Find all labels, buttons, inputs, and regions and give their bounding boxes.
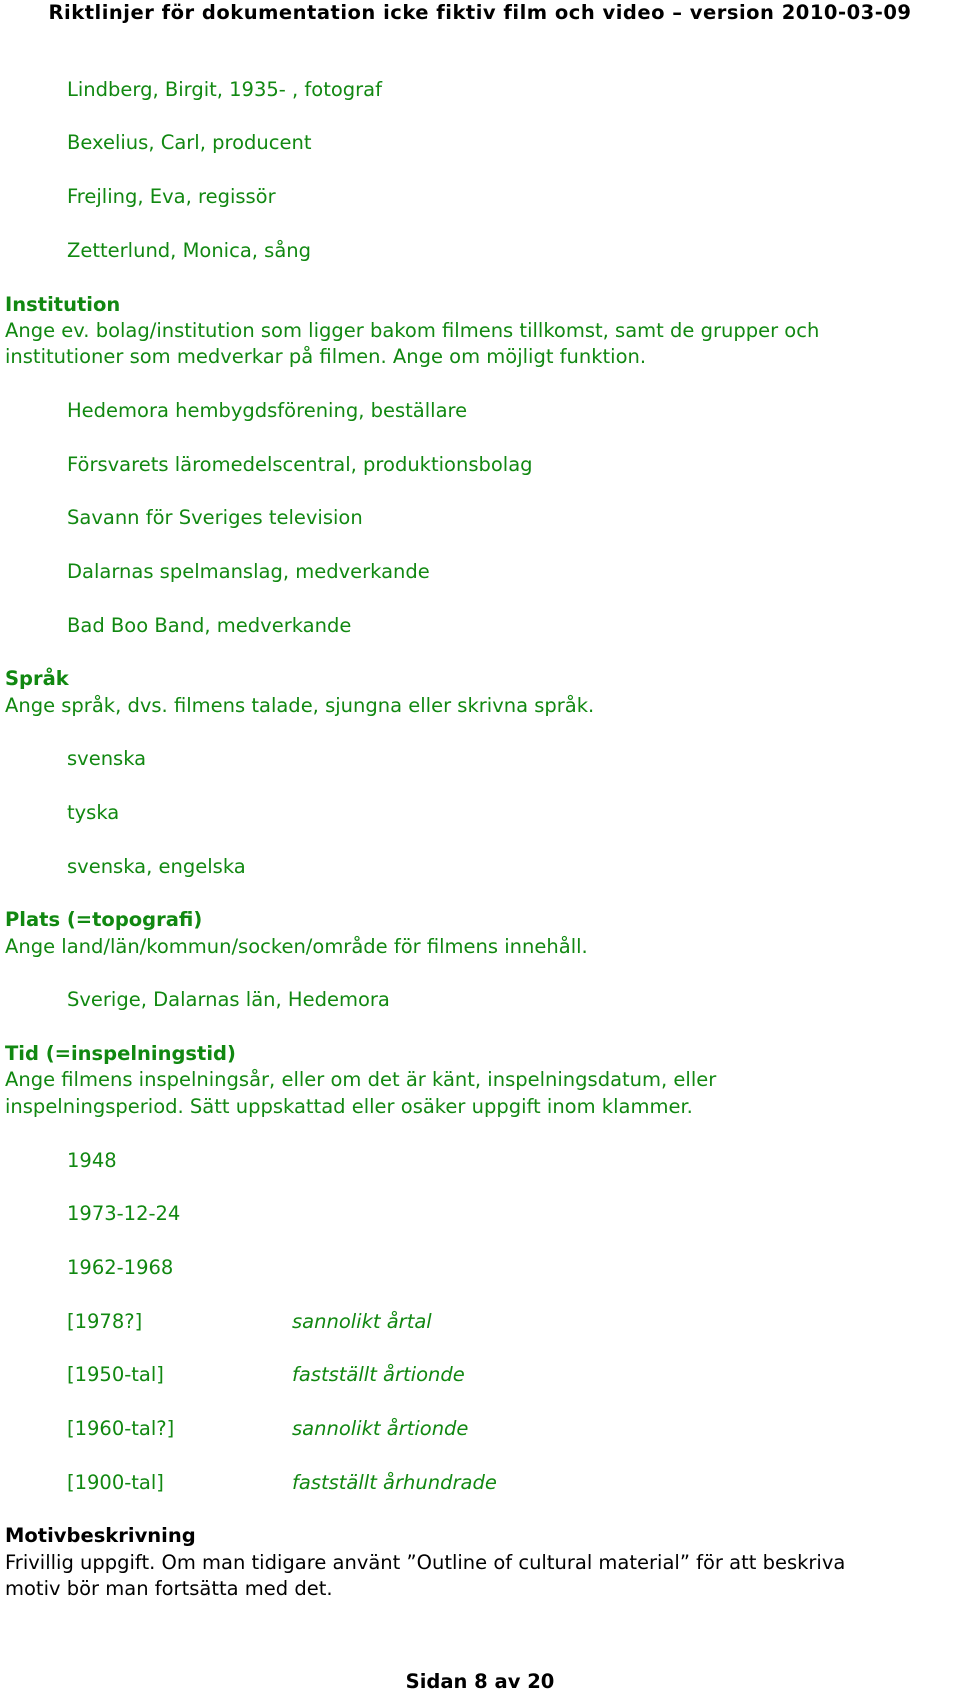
- institution-example: Dalarnas spelmanslag, medverkande: [67, 560, 430, 583]
- section-heading-motiv: Motivbeskrivning: [5, 1524, 196, 1547]
- language-example: svenska, engelska: [67, 855, 246, 878]
- time-example: 1962-1968: [67, 1256, 174, 1279]
- time-value: [1978?]: [67, 1310, 143, 1333]
- section-description: Frivillig uppgift. Om man tidigare använt ”Outline of cultural material” för att beskriva: [5, 1551, 846, 1574]
- time-note: fastställt århundrade: [292, 1471, 497, 1494]
- section-description: Ange land/län/kommun/socken/område för filmens innehåll.: [5, 935, 588, 958]
- person-example: Bexelius, Carl, producent: [67, 131, 312, 154]
- institution-example: Bad Boo Band, medverkande: [67, 614, 352, 637]
- section-heading-tid: Tid (=inspelningstid): [5, 1042, 236, 1065]
- section-description: institutioner som medverkar på filmen. Ange om möjligt funktion.: [5, 345, 647, 368]
- time-example: 1948: [67, 1149, 117, 1172]
- time-value: [1900-tal]: [67, 1471, 164, 1494]
- section-heading-plats: Plats (=topografi): [5, 908, 203, 931]
- institution-example: Försvarets läromedelscentral, produktionsbolag: [67, 453, 533, 476]
- person-example: Zetterlund, Monica, sång: [67, 239, 312, 262]
- time-note: sannolikt årtionde: [292, 1417, 469, 1440]
- time-note: sannolikt årtal: [292, 1310, 432, 1333]
- language-example: tyska: [67, 801, 120, 824]
- institution-example: Savann för Sveriges television: [67, 506, 363, 529]
- section-description: Ange ev. bolag/institution som ligger bakom filmens tillkomst, samt de grupper och: [5, 319, 820, 342]
- institution-example: Hedemora hembygdsförening, beställare: [67, 399, 468, 422]
- person-example: Frejling, Eva, regissör: [67, 185, 276, 208]
- section-description: Ange filmens inspelningsår, eller om det är känt, inspelningsdatum, eller: [5, 1068, 717, 1091]
- person-example: Lindberg, Birgit, 1935- , fotograf: [67, 78, 382, 101]
- time-note: fastställt årtionde: [292, 1363, 465, 1386]
- time-value: [1960-tal?]: [67, 1417, 175, 1440]
- time-example: 1973-12-24: [67, 1202, 181, 1225]
- place-example: Sverige, Dalarnas län, Hedemora: [67, 988, 390, 1011]
- section-heading-institution: Institution: [5, 293, 121, 316]
- section-description: motiv bör man fortsätta med det.: [5, 1577, 333, 1600]
- section-description: inspelningsperiod. Sätt uppskattad eller osäker uppgift inom klammer.: [5, 1095, 693, 1118]
- time-value: [1950-tal]: [67, 1363, 164, 1386]
- page-number: Sidan 8 av 20: [405, 1670, 555, 1693]
- page-header: Riktlinjer för dokumentation icke fiktiv film och video – version 2010-03-09: [48, 1, 912, 24]
- section-description: Ange språk, dvs. filmens talade, sjungna eller skrivna språk.: [5, 694, 595, 717]
- section-heading-sprak: Språk: [5, 667, 69, 690]
- language-example: svenska: [67, 747, 147, 770]
